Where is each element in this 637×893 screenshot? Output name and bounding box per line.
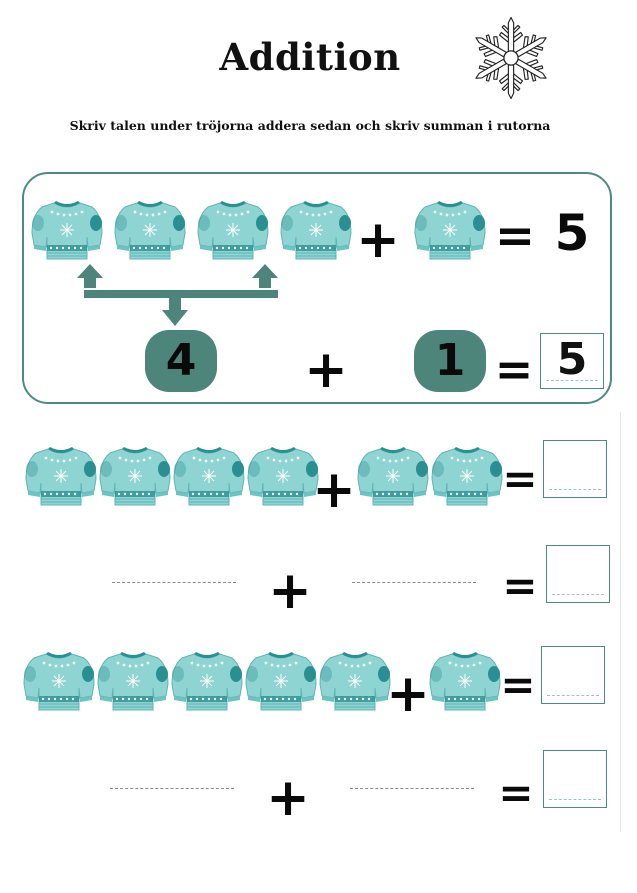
snowflake-icon [465, 14, 557, 102]
sweater-icon [30, 197, 104, 267]
plus-sign: + [304, 340, 348, 400]
instructions: Skriv talen under tröjorna addera sedan och skriv summan i rutorna [69, 118, 551, 133]
plus-sign: + [386, 664, 430, 724]
exercise-1-right-blank[interactable] [352, 582, 476, 583]
equals-sign: = [502, 454, 538, 503]
equals-sign: = [494, 208, 536, 264]
sweater-icon [172, 443, 246, 513]
exercise-2-left-blank[interactable] [110, 788, 234, 789]
equals-sign: = [494, 342, 534, 396]
sweater-icon [279, 197, 353, 267]
page-title: Addition [219, 35, 401, 79]
sweater-icon [96, 648, 170, 718]
example-answer: 5 [556, 334, 588, 385]
equals-sign: = [498, 768, 534, 817]
exercise-1-answer-box[interactable] [543, 440, 607, 498]
sweater-icon [430, 443, 504, 513]
sweater-icon [428, 648, 502, 718]
page-edge-line [620, 412, 621, 832]
example-left-number: 4 [145, 330, 217, 392]
exercise-1-left-blank[interactable] [112, 582, 236, 583]
example-sum: 5 [554, 204, 590, 262]
sweater-icon [22, 648, 96, 718]
equals-sign: = [502, 561, 538, 610]
sweater-icon [113, 197, 187, 267]
exercise-2-sum-box[interactable] [543, 750, 607, 808]
sweater-icon [318, 648, 392, 718]
sweater-icon [98, 443, 172, 513]
plus-sign: + [266, 768, 310, 828]
plus-sign: + [268, 561, 312, 621]
exercise-2-right-blank[interactable] [350, 788, 474, 789]
sweater-icon [246, 443, 320, 513]
plus-sign: + [312, 460, 356, 520]
exercise-1-sum-box[interactable] [546, 545, 610, 603]
sweater-icon [196, 197, 270, 267]
sweater-icon [244, 648, 318, 718]
sweater-icon [413, 197, 487, 267]
sweater-icon [356, 443, 430, 513]
exercise-2-answer-box[interactable] [541, 646, 605, 704]
example-right-number: 1 [414, 330, 486, 392]
grouping-arrow-icon [70, 264, 290, 330]
example-answer-box [540, 333, 604, 389]
sweater-icon [24, 443, 98, 513]
equals-sign: = [500, 660, 536, 709]
plus-sign: + [356, 210, 400, 270]
sweater-icon [170, 648, 244, 718]
